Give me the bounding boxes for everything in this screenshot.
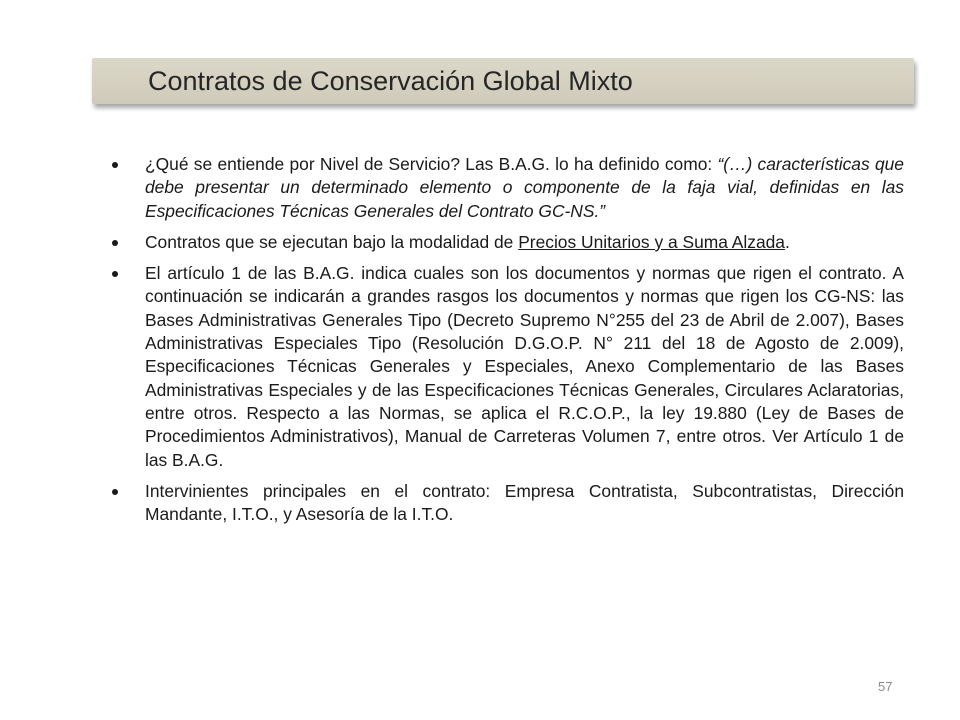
bullet-text: Intervinientes principales en el contrato: Empresa Contratista, Subcontratistas, Dirección Mandante, I.T.O., y Asesoría de la I.T.O. (145, 480, 904, 525)
slide-title: Contratos de Conservación Global Mixto (148, 66, 633, 96)
bullet-intervinientes (112, 480, 904, 527)
underlined-text: Precios Unitarios y a Suma Alzada (518, 231, 785, 252)
bullet-list (112, 153, 904, 534)
page-number: 57 (878, 679, 893, 694)
bullet-quote: “(…) características que debe presentar un determinado elemento o componente de la faja vial, definidas en las Especificaciones Técnicas Generales del Contrato GC-NS.” (145, 154, 904, 221)
title-bar (92, 58, 914, 104)
bullet-text: ¿Qué se entiende por Nivel de Servicio? Las B.A.G. lo ha definido como: (145, 154, 718, 174)
bullet-dot (112, 162, 118, 168)
bullet-nivel-servicio (112, 153, 904, 223)
bullet-text-end: . (784, 231, 790, 252)
bullet-text: Contratos que se ejecutan bajo la modalidad de (145, 231, 519, 252)
bullet-dot (112, 271, 118, 277)
bullet-documentos-normas (112, 262, 904, 472)
bullet-dot (112, 240, 118, 246)
bullet-modalidad (112, 231, 904, 254)
bullet-text: El artículo 1 de las B.A.G. indica cuales son los documentos y normas que rigen el contrato. A continuación se indicarán a grandes rasgos los documentos y normas que rigen los CG-NS: las Bases Administrativas Generales Tipo (Decreto Supremo N°255 del 23 de Abril de 2.007), Bases Administrativas Especiales Tipo (Resolución D.G.O.P. N° 211 del 18 de Agosto de 2.009), Especificaciones Técnicas Generales y Especiales, Anexo Complementario de las Bases Administrativas Especiales y de las Especificaciones Técnicas Generales, Circulares Aclaratorias, entre otros. Respecto a las Normas, se aplica el R.C.O.P., la ley 19.880 (Ley de Bases de Procedimientos Administrativos), Manual de Carreteras Volumen 7, entre otros. Ver Artículo 1 de las B.A.G. (145, 263, 904, 470)
bullet-dot (112, 489, 118, 495)
